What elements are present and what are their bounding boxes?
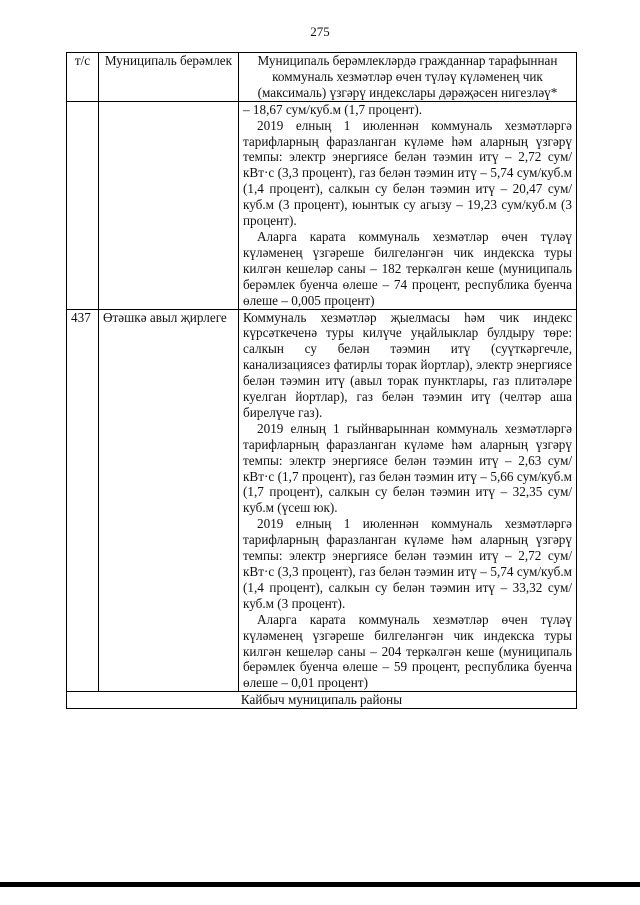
row-municipality-cell: Өтәшкә авыл җирлеге	[99, 309, 239, 692]
municipal-index-table	[66, 52, 577, 709]
page-number: 275	[310, 24, 330, 39]
district-heading-row	[67, 692, 577, 709]
row-municipality-cell	[99, 101, 239, 309]
header-num: т/с	[67, 53, 99, 102]
paragraph: Аларга карата коммуналь хезмәтләр өчен түләү күләменең үзгәреше билгеләнгән чик индекска туры килгән кешеләр саны – 182 теркәлгән кеше (муниципаль берәмлек буенча өлеше – 74 процент, республика буенча өлеше – 0,005 процент)	[243, 228, 572, 308]
paragraph: 2019 елның 1 июленнән коммуналь хезмәтләргә тарифларның фаразланган күләме һәм аларның үзгәрү темпы: электр энергиясе белән тәэмин итү – 2,72 сум/кВт·с (3,3 процент), газ белән тәэмин итү – 5,74 сум/куб.м (1,4 процент), салкын су белән тәэмин итү – 20,47 сум/куб.м (3 процент), юынтык су агызу – 19,23 сум/куб.м (3 процент).	[243, 117, 572, 229]
header-description: Муниципаль берәмлекләрдә гражданнар тарафыннан коммуналь хезмәтләр өчен түләү күләменең чик (максималь) үзгәрү индекслары дәрәҗәсен нигезләү*	[239, 53, 577, 102]
paragraph: 2019 елның 1 гыйнварыннан коммуналь хезмәтләргә тарифларның фаразланган күләме һәм аларның үзгәрү темпы: электр энергиясе белән тәэмин итү – 2,63 сум/кВт·с (1,7 процент), газ белән тәэмин итү – 5,66 сум/куб.м (1,7 процент), салкын су белән тәэмин итү – 32,35 сум/куб.м (үсеш юк).	[243, 420, 572, 516]
table-row	[67, 101, 577, 309]
paragraph: Аларга карата коммуналь хезмәтләр өчен түләү күләменең үзгәреше билгеләнгән чик индекска туры килгән кешеләр саны – 204 теркәлгән кеше (муниципаль берәмлек буенча өлеше – 59 процент, республика буенча өлеше – 0,01 процент)	[243, 611, 572, 691]
district-heading: Кайбыч муниципаль районы	[67, 692, 577, 709]
header-municipality: Муниципаль берәмлек	[99, 53, 239, 102]
paragraph: Коммуналь хезмәтләр җыелмасы һәм чик индекс күрсәткеченә туры килүче уңайлыклар булдыру төре: салкын су белән тәэмин итү (суүткәргечле, канализациясез фатирлы торак йортлар), электр энергиясе белән тәэмин итү (авыл торак пунктлары, газ плитәләре куелган йортлар), газ белән тәэмин итү (челтәр аша бирелүче газ).	[243, 309, 572, 420]
paragraph: 2019 елның 1 июленнән коммуналь хезмәтләргә тарифларның фаразланган күләме һәм аларның үзгәрү темпы: электр энергиясе белән тәэмин итү – 2,72 сум/кВт·с (3,3 процент), газ белән тәэмин итү – 5,74 сум/куб.м (1,4 процент), салкын су белән тәэмин итү – 33,32 сум/куб.м (3 процент).	[243, 516, 572, 611]
scan-edge-bar	[0, 882, 640, 887]
row-num-cell	[67, 101, 99, 309]
row-description-cell	[239, 309, 577, 692]
row-num-cell: 437	[67, 309, 99, 692]
table-header-row	[67, 53, 577, 102]
paragraph: – 18,67 сум/куб.м (1,7 процент).	[243, 101, 423, 117]
table-row	[67, 309, 577, 692]
row-description-cell	[239, 101, 577, 309]
